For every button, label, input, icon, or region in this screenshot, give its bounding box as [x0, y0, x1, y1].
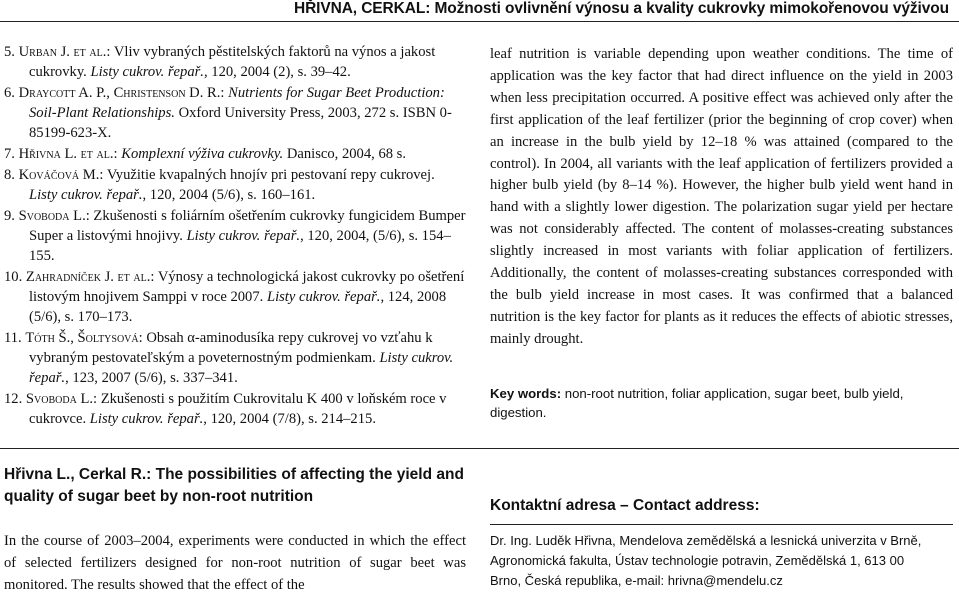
- running-header: HŘIVNA, CERKAL: Možnosti ovlivnění výnosu a kvality cukrovky mimokořenovou výživou: [293, 0, 949, 17]
- keywords: [490, 384, 953, 422]
- section-divider: [0, 448, 959, 449]
- reference-item: 10. Zahradníček J. et al.: Výnosy a technologická jakost cukrovky po ošetření listovým hnojivem Samppi v roce 2007. Listy cukrov. řepař., 124, 2008 (5/6), s. 170–173.: [4, 269, 465, 325]
- reference-item: 11. Tóth Š., Šoltysová: Obsah α-aminodusíka repy cukrovej vo vzťahu k vybraným pestovateľským a poveternostným podmienkam. Listy cukrov. řepař., 123, 2007 (5/6), s. 337–341.: [4, 330, 454, 386]
- contact-line: Dr. Ing. Luděk Hřivna, Mendelova zemědělská a lesnická univerzita v Brně,: [490, 533, 922, 548]
- contact-line: Agronomická fakulta, Ústav technologie potravin, Zemědělská 1, 613 00: [490, 553, 905, 568]
- reference-list: [4, 42, 466, 430]
- english-title: Hřivna L., Cerkal R.: The possibilities of affecting the yield and quality of sugar beet by non-root nutrition: [4, 466, 464, 505]
- header-divider: [0, 21, 959, 22]
- reference-item: 6. Draycott A. P., Christenson D. R.: Nutrients for Sugar Beet Production: Soil-Plant Relationships. Oxford University Press, 2003, 272 s. ISBN 0-85199-623-X.: [4, 85, 452, 141]
- contact-line: Brno, Česká republika, e-mail: hrivna@mendelu.cz: [490, 573, 783, 588]
- abstract-start: In the course of 2003–2004, experiments were conducted in which the effect of selected fertilizers designed for non-root nutrition of sugar beet was monitored. The results showed that the effect of the: [4, 533, 466, 593]
- reference-item: 8. Kováčová M.: Využitie kvapalných hnojív pri pestovaní repy cukrovej. Listy cukrov. řepař., 120, 2004 (5/6), s. 160–161.: [4, 167, 435, 203]
- keywords-label: Key words:: [490, 386, 562, 401]
- contact-address: [490, 531, 953, 591]
- reference-item: 9. Svoboda L.: Zkušenosti s foliárním ošetřením cukrovky fungicidem Bumper Super a listovými hnojivy. Listy cukrov. řepař., 120, 2004, (5/6), s. 154–155.: [4, 208, 466, 264]
- contact-title: Kontaktní adresa – Contact address:: [490, 497, 760, 514]
- keywords-text: non-root nutrition, foliar application, sugar beet, bulb yield, digestion.: [490, 386, 904, 420]
- contact-divider: [490, 524, 953, 525]
- reference-item: 5. Urban J. et al.: Vliv vybraných pěstitelských faktorů na výnos a jakost cukrovky. Listy cukrov. řepař., 120, 2004 (2), s. 39–42.: [4, 44, 436, 80]
- abstract-continuation: leaf nutrition is variable depending upon weather conditions. The time of application was the key factor that had direct influence on the yield in 2003 when less precipitation occurred. A positive effect was achieved only after the first application of the leaf fertilizer (prior the beginning of crop cover) when an increase in the bulb yield by 12–18 % was attained (compared to the control). In 2004, all variants with the leaf application of fertilizers provided a higher bulb yield (by 8–14 %). However, the higher bulb yield went hand in hand with a slightly lower digestion. The polarization sugar yield per hectare was not considerably affected. The content of molasses-creating substances slightly increased in most variants with foliar application of fertilizers. Additionally, the content of molasses-creating substances corresponded with the bulb yield increase in most cases. It was confirmed that a balanced nutrition is the key factor for plants as it reduces the effects of abiotic stresses, mainly drought.: [490, 46, 953, 347]
- reference-item: 12. Svoboda L.: Zkušenosti s použitím Cukrovitalu K 400 v loňském roce v cukrovce. Listy cukrov. řepař., 120, 2004 (7/8), s. 214–215.: [4, 391, 447, 427]
- reference-item: 7. Hřivna L. et al.: Komplexní výživa cukrovky. Danisco, 2004, 68 s.: [4, 146, 407, 162]
